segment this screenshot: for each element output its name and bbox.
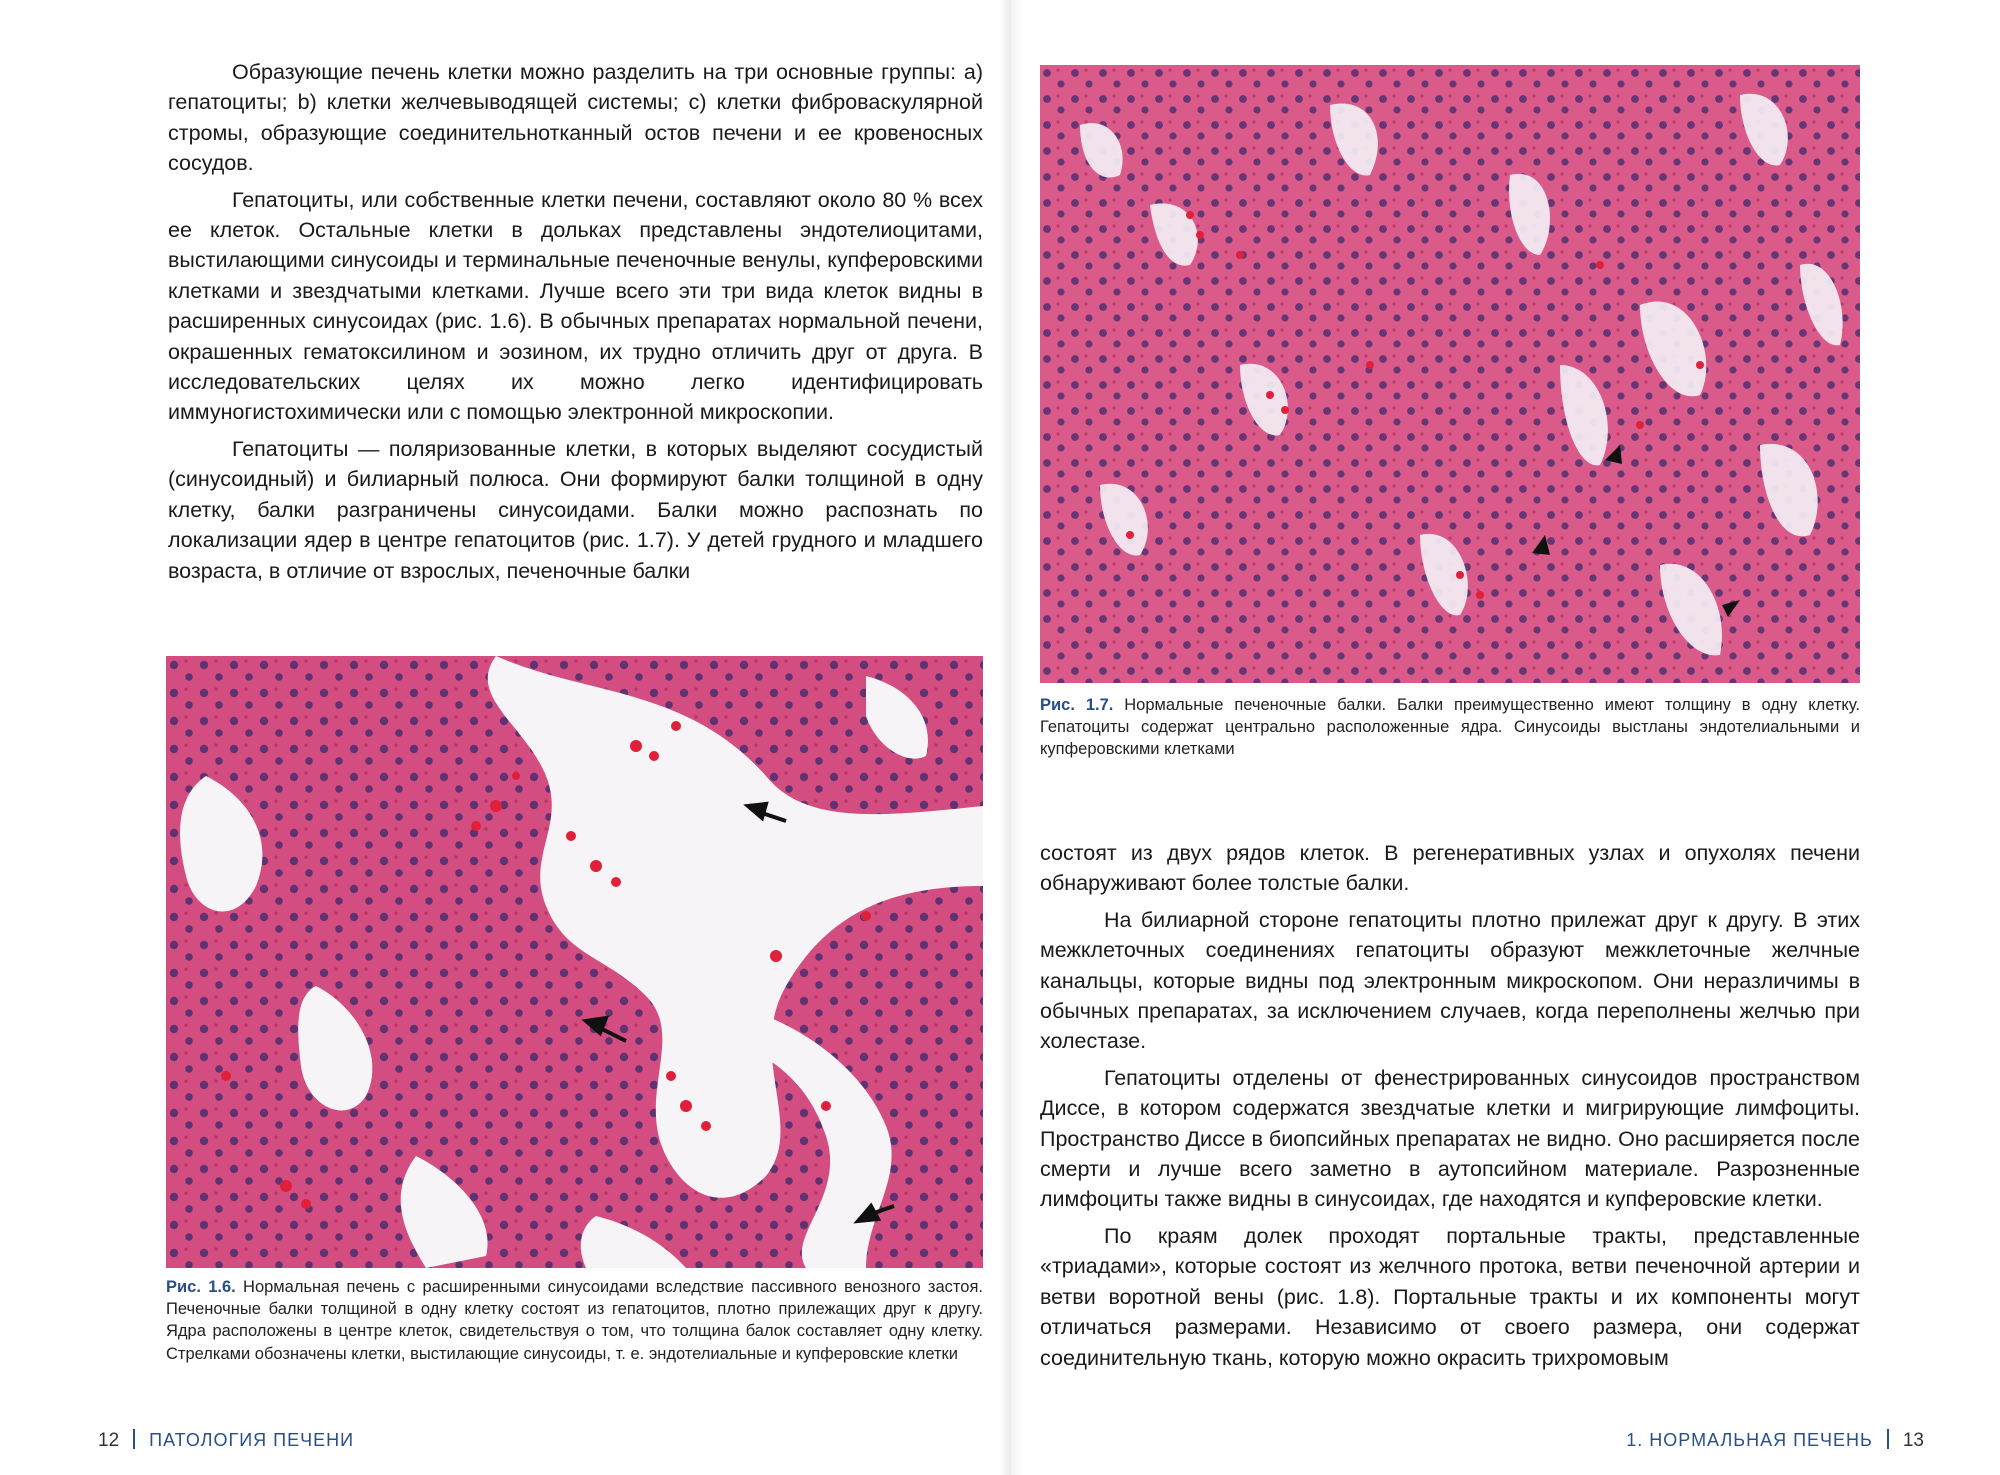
right-page-footer bbox=[1626, 1428, 1924, 1453]
caption-text: Нормальные печеночные балки. Балки преимущественно имеют толщину в одну клетку. Гепатоциты содержат центрально расположенные ядра. Синусоиды выстланы эндотелиальными и купферовскими клетками bbox=[1040, 696, 1860, 759]
paragraph: состоят из двух рядов клеток. В регенеративных узлах и опухолях печени обнаруживают более толстые балки. bbox=[1040, 841, 1860, 896]
figure-label: Рис. 1.6. bbox=[166, 1278, 236, 1296]
paragraph: На билиарной стороне гепатоциты плотно прилежат друг к другу. В этих межклеточных соединениях гепатоциты образуют межклеточные желчные канальцы, которые видны под электронным микроскопом. Они неразличимы в обычных препаратах, за исключением случаев, когда переполнены желчью при холестазе. bbox=[1040, 907, 1860, 1054]
left-page-body bbox=[168, 57, 983, 592]
histology-image-dilated-sinusoids bbox=[166, 656, 983, 1268]
page-number: 13 bbox=[1902, 1430, 1924, 1451]
paragraph: Гепатоциты, или собственные клетки печени, составляют около 80 % всех ее клеток. Остальные клетки в дольках представлены эндотелиоцитами, выстилающими синусоиды и терминальные печеночные венулы, купферовскими клетками и звездчатыми клетками. Лучше всего эти три вида клеток видны в расширенных синусоидах (рис. 1.6). В обычных препаратах нормальной печени, окрашенных гематоксилином и эозином, их трудно отличить друг от друга. В исследовательских целях их можно легко идентифицировать иммуногистохимически или с помощью электронной микроскопии. bbox=[168, 187, 983, 425]
paragraph: Гепатоциты — поляризованные клетки, в которых выделяют сосудистый (синусоидный) и билиарный полюса. Они формируют балки толщиной в одну клетку, балки разграничены синусоидами. Балки можно распознать по локализации ядер в центре гепатоцитов (рис. 1.7). У детей грудного и младшего возраста, в отличие от взрослых, печеночные балки bbox=[168, 436, 983, 583]
footer-divider bbox=[133, 1429, 135, 1449]
histology-image-hepatic-plates bbox=[1040, 65, 1860, 683]
page-number: 12 bbox=[98, 1430, 120, 1451]
running-title: ПАТОЛОГИЯ ПЕЧЕНИ bbox=[149, 1430, 355, 1450]
left-page-footer bbox=[98, 1428, 354, 1453]
figure-label: Рис. 1.7. bbox=[1040, 696, 1114, 714]
paragraph: Гепатоциты отделены от фенестрированных синусоидов пространством Диссе, в котором содержатся звездчатые клетки и мигрирующие лимфоциты. Пространство Диссе в биопсийных препаратах не видно. Оно расширяется после смерти и лучше всего заметно в аутопсийном материале. Разрозненные лимфоциты также видны в синусоидах, где находятся и купферовские клетки. bbox=[1040, 1065, 1860, 1212]
figure-1-6-micrograph bbox=[166, 656, 983, 1268]
running-title: 1. НОРМАЛЬНАЯ ПЕЧЕНЬ bbox=[1626, 1430, 1873, 1450]
caption-text: Нормальная печень с расширенными синусоидами вследствие пассивного венозного застоя. Печеночные балки толщиной в одну клетку состоят из гепатоцитов, плотно прилежащих друг к другу. Ядра расположены в центре клеток, свидетельствуя о том, что толщина балок составляет одну клетку. Стрелками обозначены клетки, выстилающие синусоиды, т. е. эндотелиальные и купферовские клетки bbox=[166, 1278, 983, 1363]
right-page-body bbox=[1040, 838, 1860, 1379]
paragraph: Образующие печень клетки можно разделить на три основные группы: a) гепатоциты; b) клетки желчевыводящей системы; c) клетки фиброваскулярной стромы, образующие соединительнотканный остов печени и ее кровеносных сосудов. bbox=[168, 60, 983, 176]
paragraph: По краям долек проходят портальные тракты, представленные «триадами», которые состоят из желчного протока, ветви печеночной артерии и ветви воротной вены (рис. 1.8). Портальные тракты и их компоненты могут отличаться размерами. Независимо от своего размера, они содержат соединительную ткань, которую можно окрасить трихромовым bbox=[1040, 1223, 1860, 1370]
figure-1-6-caption bbox=[166, 1276, 983, 1365]
footer-divider bbox=[1887, 1429, 1889, 1449]
figure-1-7-caption bbox=[1040, 694, 1860, 761]
book-gutter bbox=[1000, 0, 1022, 1475]
figure-1-7-micrograph bbox=[1040, 65, 1860, 683]
